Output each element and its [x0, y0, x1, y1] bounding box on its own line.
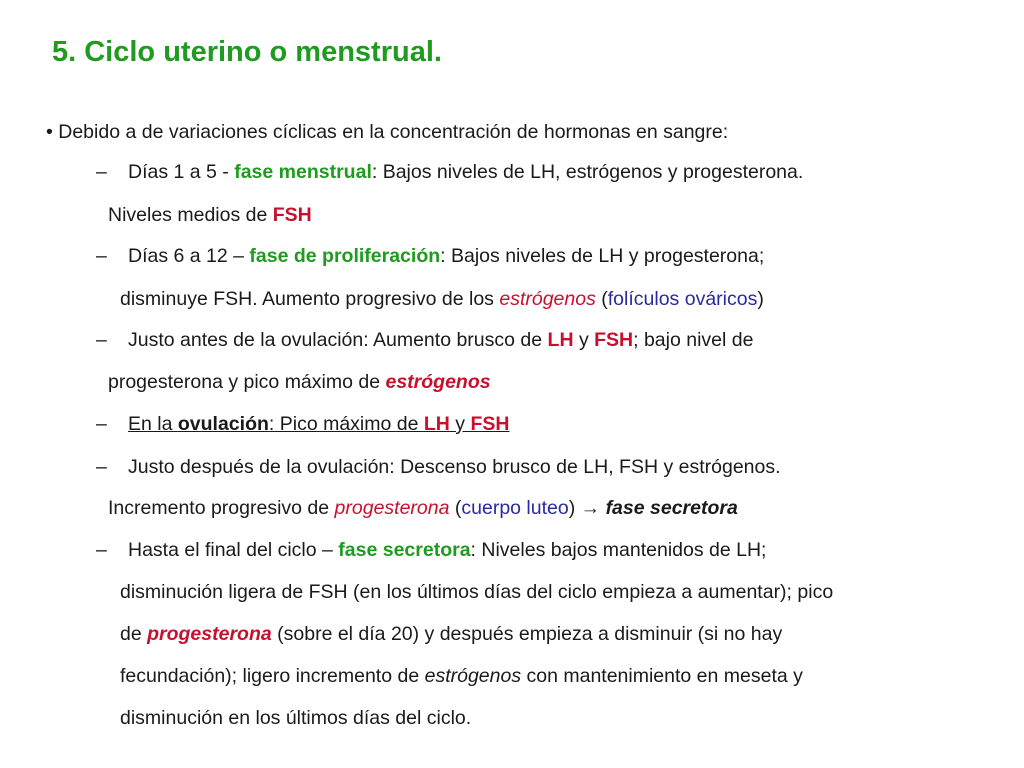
phase-name: fase secretora [338, 539, 471, 561]
item-2-line-2 [120, 287, 764, 311]
hormone-estrogenos: estrógenos [499, 288, 596, 310]
item-3-line-2 [108, 370, 491, 394]
hormone-estrogenos: estrógenos [424, 665, 522, 687]
dash-marker: – [96, 539, 107, 561]
text: fecundación); ligero incremento de [120, 665, 425, 687]
item-5-line-2 [108, 496, 738, 520]
hormone-fsh: FSH [594, 329, 634, 351]
intro-text: Debido a de variaciones cíclicas en la concentración de hormonas en sangre: [58, 121, 729, 143]
text: con mantenimiento en meseta y [521, 665, 803, 687]
text: disminución en los últimos días del ciclo. [120, 707, 472, 729]
text: progesterona y pico máximo de [108, 371, 386, 393]
text: : Niveles bajos mantenidos de LH; [470, 539, 767, 561]
hormone-progesterona: progesterona [334, 497, 450, 519]
hormone-estrogenos: estrógenos [385, 371, 491, 393]
bullet-symbol: • [46, 121, 53, 143]
phase-name: fase de proliferación [249, 245, 441, 267]
intro-bullet [46, 120, 728, 144]
hormone-fsh: FSH [470, 413, 510, 435]
text: ) [757, 288, 764, 310]
text: y [449, 413, 471, 435]
item-1-line-2 [108, 203, 312, 227]
dash-marker: – [96, 245, 107, 267]
text: Justo antes de la ovulación: Aumento brusco de [128, 329, 548, 351]
item-4-line-1 [128, 412, 509, 436]
text: disminuye FSH. Aumento progresivo de los [120, 288, 500, 310]
item-5-line-1 [128, 455, 781, 479]
text: disminución ligera de FSH (en los últimos días del ciclo empieza a aumentar); pico [120, 581, 834, 603]
text: Días 1 a 5 - [128, 161, 235, 183]
text: (sobre el día 20) y después empieza a disminuir (si no hay [271, 623, 783, 645]
dash-marker: – [96, 456, 107, 478]
item-1-line-1 [128, 160, 803, 184]
text: Incremento progresivo de [108, 497, 335, 519]
text: : Bajos niveles de LH y progesterona; [440, 245, 765, 267]
text: En la [128, 413, 178, 435]
cuerpo-luteo: cuerpo luteo [461, 497, 569, 519]
item-2-line-1 [128, 244, 764, 268]
item-6-line-3 [120, 622, 782, 646]
dash-marker: – [96, 161, 107, 183]
slide-title: 5. Ciclo uterino o menstrual. [52, 36, 442, 68]
hormone-fsh: FSH [272, 204, 312, 226]
text: Días 6 a 12 – [128, 245, 250, 267]
text: y [573, 329, 595, 351]
text: Niveles medios de [108, 204, 273, 226]
text: Hasta el final del ciclo – [128, 539, 339, 561]
phase-name: fase menstrual [234, 161, 372, 183]
item-6-line-1 [128, 538, 766, 562]
text: ( [595, 288, 608, 310]
item-6-line-5 [120, 706, 471, 730]
item-6-line-4 [120, 664, 803, 688]
dash-marker: – [96, 413, 107, 435]
text: Justo después de la ovulación: Descenso brusco de LH, FSH y estrógenos. [128, 456, 781, 478]
item-6-line-2 [120, 580, 833, 604]
hormone-lh: LH [547, 329, 574, 351]
phase-name: fase secretora [605, 497, 738, 519]
text: ( [449, 497, 462, 519]
item-3-line-1 [128, 328, 753, 352]
text: de [120, 623, 148, 645]
hormone-progesterona: progesterona [147, 623, 272, 645]
text: : Pico máximo de [268, 413, 424, 435]
text: ) → [568, 497, 606, 519]
hormone-lh: LH [423, 413, 450, 435]
text: ; bajo nivel de [633, 329, 754, 351]
foliculos: folículos ováricos [607, 288, 758, 310]
text: : Bajos niveles de LH, estrógenos y progesterona. [371, 161, 804, 183]
dash-marker: – [96, 329, 107, 351]
ovulacion: ovulación [177, 413, 269, 435]
